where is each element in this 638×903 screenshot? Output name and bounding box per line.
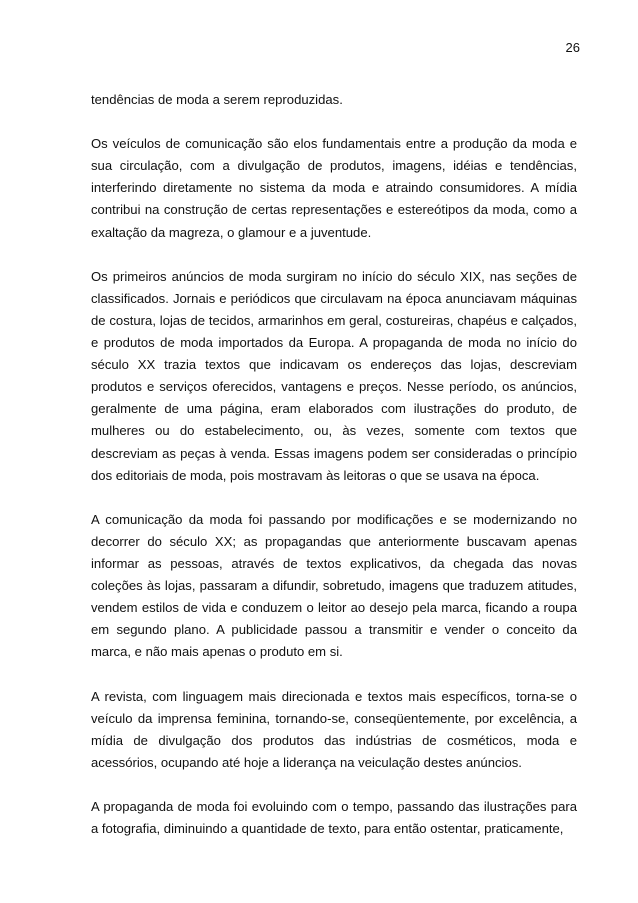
paragraph: Os primeiros anúncios de moda surgiram no início do século XIX, nas seções de classificados. Jornais e periódicos que circulavam na época anunciavam máquinas de costura, lojas de tecidos, armarinhos em geral, costureiras, chapéus e calçados, e produtos de moda importados da Europa. A propaganda de moda no início do século XX trazia textos que indicavam os endereços das lojas, descreviam produtos e serviços oferecidos, vantagens e preços. Nesse período, os anúncios, geralmente de uma página, eram elaborados com ilustrações do produto, de mulheres ou do estabelecimento, ou, às vezes, somente com textos que descreviam as peças à venda. Essas imagens podem ser consideradas o princípio dos editoriais de moda, pois mostravam às leitoras o que se usava na época.: [91, 268, 577, 483]
page-number: 26: [565, 40, 580, 55]
paragraph: A comunicação da moda foi passando por modificações e se modernizando no decorrer do século XX; as propagandas que anteriormente buscavam apenas informar as pessoas, através de textos explicativos, da chegada das novas coleções às lojas, passaram a difundir, sobretudo, imagens que traduzem atitudes, vendem estilos de vida e conduzem o leitor ao desejo pela marca, ficando a roupa em segundo plano. A publicidade passou a transmitir e vender o conceito da marca, e não mais apenas o produto em si.: [91, 511, 577, 660]
paragraph: Os veículos de comunicação são elos fundamentais entre a produção da moda e sua circulação, com a divulgação de produtos, imagens, idéias e tendências, interferindo diretamente no sistema da moda e atraindo consumidores. A mídia contribui na construção de certas representações e estereótipos da moda, como a exaltação da magreza, o glamour e a juventude.: [91, 136, 577, 240]
document-body: [91, 89, 577, 840]
paragraph: tendências de moda a serem reproduzidas.: [91, 92, 343, 107]
paragraph: A propaganda de moda foi evoluindo com o tempo, passando das ilustrações para a fotografia, diminuindo a quantidade de texto, para então ostentar, praticamente,: [91, 799, 577, 837]
paragraph: A revista, com linguagem mais direcionada e textos mais específicos, torna-se o veículo da imprensa feminina, tornando-se, conseqüentemente, por excelência, a mídia de divulgação dos produtos das indústrias de cosméticos, moda e acessórios, ocupando até hoje a liderança na veiculação destes anúncios.: [91, 688, 577, 770]
